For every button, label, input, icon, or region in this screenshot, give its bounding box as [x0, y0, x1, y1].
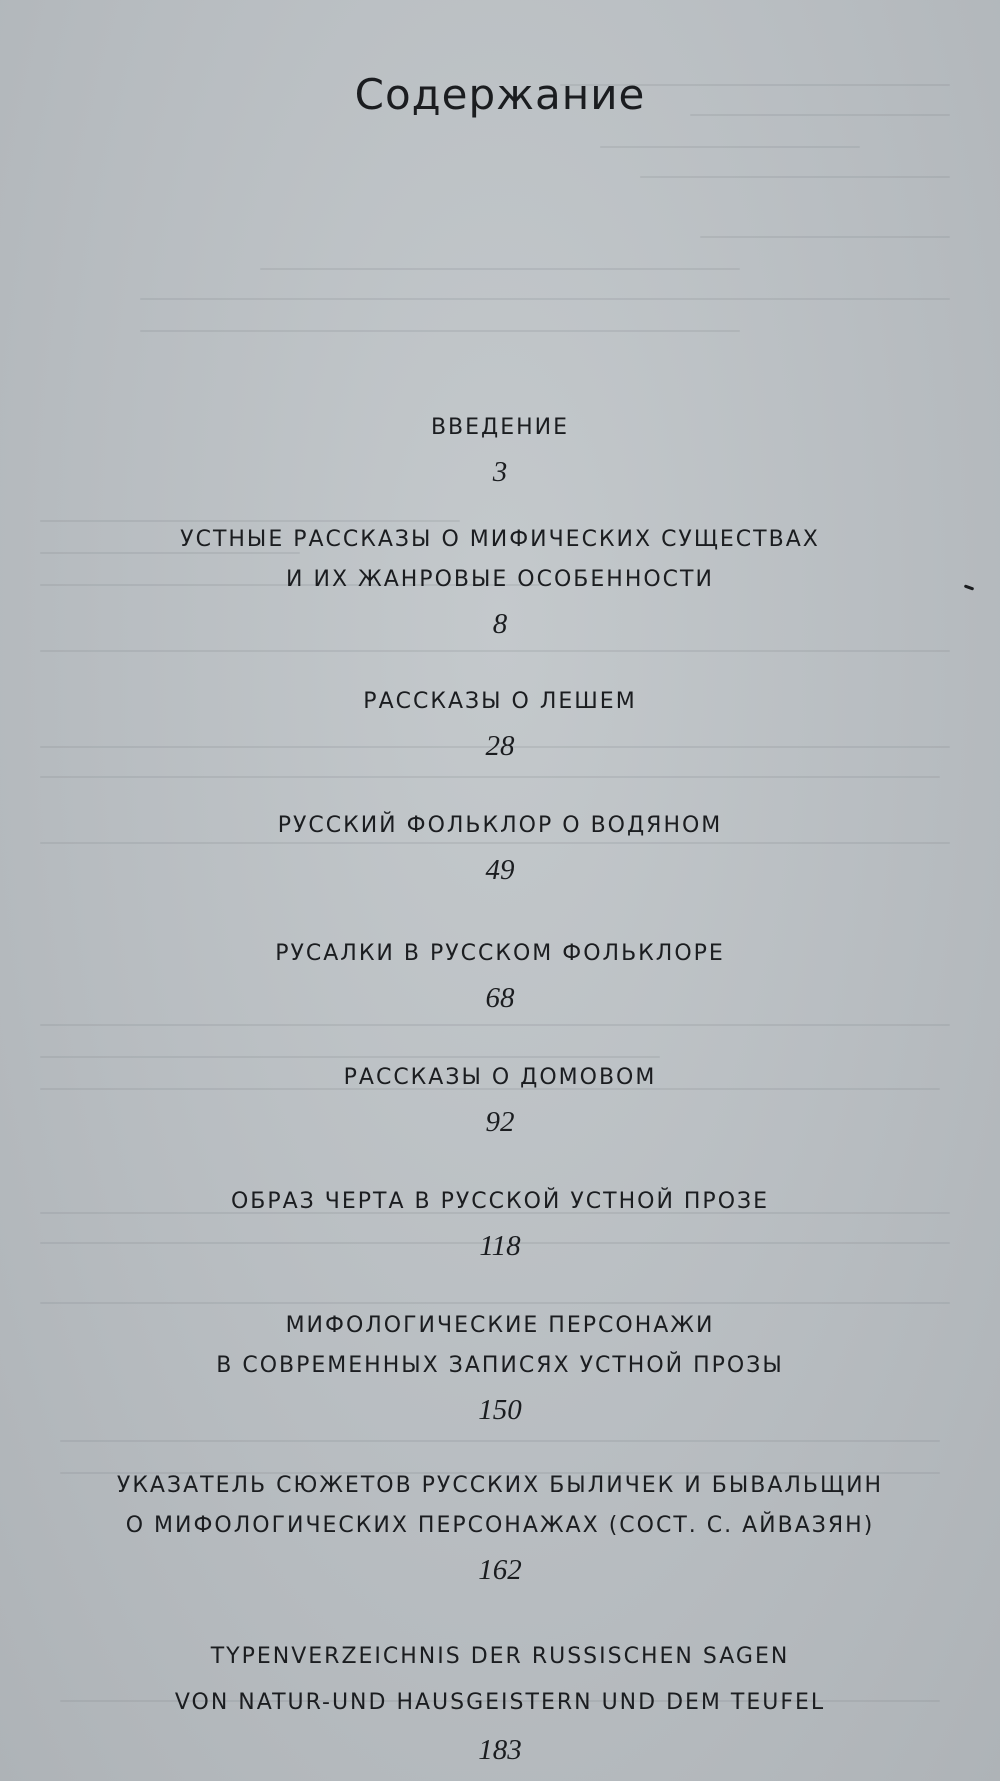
toc-entry-leshy [60, 682, 940, 766]
toc-entry-heading: УКАЗАТЕЛЬ СЮЖЕТОВ РУССКИХ БЫЛИЧЕК И БЫВАЛЬЩИН [116, 1473, 884, 1498]
toc-entry-heading: ОБРАЗ ЧЕРТА В РУССКОЙ УСТНОЙ ПРОЗЕ [230, 1189, 770, 1214]
toc-entry-page: 150 [478, 1394, 522, 1426]
bleed-through-line [600, 146, 860, 148]
toc-entry-heading: РУССКИЙ ФОЛЬКЛОР О ВОДЯНОМ [277, 813, 723, 838]
toc-entry-heading: МИФОЛОГИЧЕСКИЕ ПЕРСОНАЖИ [285, 1313, 715, 1338]
toc-entry-plot-index [60, 1466, 940, 1590]
toc-entry-domovoy [60, 1058, 940, 1142]
toc-entry-page: 28 [485, 730, 515, 762]
toc-entry-oral-stories [60, 520, 940, 644]
bleed-through-line [140, 330, 740, 332]
toc-entry-heading: И ИХ ЖАНРОВЫЕ ОСОБЕННОСТИ [286, 567, 714, 592]
toc-entry-page: 162 [478, 1554, 522, 1586]
toc-entry-heading: ВВЕДЕНИЕ [430, 415, 570, 440]
toc-entry-heading: РУСАЛКИ В РУССКОМ ФОЛЬКЛОРЕ [275, 941, 725, 966]
toc-entry-mythological-characters [60, 1306, 940, 1430]
toc-entry-heading: VON NATUR-UND HAUSGEISTERN UND DEM TEUFEL [174, 1690, 826, 1715]
toc-entry-heading: TYPENVERZEICHNIS DER RUSSISCHEN SAGEN [210, 1644, 790, 1669]
toc-entry-heading: РАССКАЗЫ О ДОМОВОМ [343, 1065, 657, 1090]
toc-entry-heading: В СОВРЕМЕННЫХ ЗАПИСЯХ УСТНОЙ ПРОЗЫ [216, 1353, 784, 1378]
toc-entry-page: 68 [485, 982, 515, 1014]
bleed-through-line [640, 176, 950, 178]
bleed-through-line [60, 1440, 940, 1442]
toc-entry-heading: УСТНЫЕ РАССКАЗЫ О МИФИЧЕСКИХ СУЩЕСТВАХ [180, 527, 820, 552]
bleed-through-line [140, 298, 950, 300]
toc-entry-typenverzeichnis [60, 1634, 940, 1770]
toc-entry-vodyanoy [60, 806, 940, 890]
page-title: Содержание [354, 70, 646, 119]
toc-entry-rusalki [60, 934, 940, 1018]
bleed-through-line [40, 776, 940, 778]
bleed-through-line [40, 1302, 950, 1304]
bleed-through-line [40, 1024, 950, 1026]
toc-entry-page: 49 [485, 854, 515, 886]
bleed-through-line [260, 268, 740, 270]
toc-entry-heading: О МИФОЛОГИЧЕСКИХ ПЕРСОНАЖАХ (СОСТ. С. АЙВАЗЯН) [125, 1513, 875, 1538]
toc-entry-introduction [60, 408, 940, 492]
toc-entry-page: 118 [479, 1230, 521, 1262]
bleed-through-line [40, 650, 950, 652]
toc-entry-heading: РАССКАЗЫ О ЛЕШЕМ [363, 689, 637, 714]
toc-entry-page: 183 [478, 1734, 522, 1766]
toc-entry-page: 8 [492, 608, 508, 640]
toc-entry-page: 92 [485, 1106, 515, 1138]
bleed-through-line [700, 236, 950, 238]
toc-entry-page: 3 [492, 456, 508, 488]
ink-mark [964, 584, 974, 590]
toc-entry-chert [60, 1182, 940, 1266]
